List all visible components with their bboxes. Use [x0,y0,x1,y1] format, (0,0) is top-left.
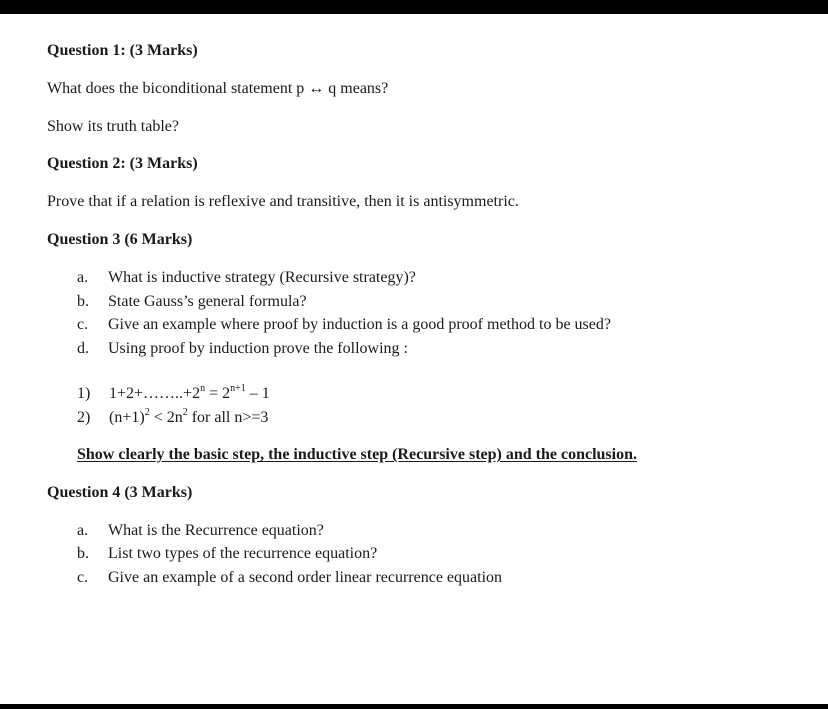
formula-part: = 2 [205,385,231,402]
list-item [77,268,416,288]
formula-exponent: n+1 [230,382,246,394]
formula-part: 1+2+……..+2 [109,385,201,402]
question-4-heading: Question 4 (3 Marks) [47,484,193,501]
proof-item [77,408,268,428]
list-item-text: List two types of the recurrence equation? [108,545,378,562]
list-marker: d. [77,340,89,357]
question-1-heading: Question 1: (3 Marks) [47,42,198,59]
list-item-text: What is the Recurrence equation? [108,522,324,539]
list-marker: c. [77,569,89,586]
list-item [77,568,502,588]
question-1-text: What does the biconditional statement p ↔ q means? [47,80,389,97]
list-item-text: State Gauss’s general formula? [108,293,307,310]
list-item [77,544,377,564]
list-item [77,339,408,359]
formula-exponent: 2 [144,406,150,418]
proof-marker: 1) [77,385,91,402]
instruction-note: Show clearly the basic step, the inductive step (Recursive step) and the conclusion. [77,446,637,463]
list-item [77,521,324,541]
formula-part: for all n>=3 [187,409,269,426]
question-2-heading: Question 2: (3 Marks) [47,155,198,172]
list-item [77,315,611,335]
proof-item [77,384,270,404]
document-page [0,14,828,704]
list-item-text: Using proof by induction prove the following : [108,340,408,357]
formula-part: – 1 [245,385,270,402]
list-marker: a. [77,522,89,539]
list-marker: b. [77,293,89,310]
list-item-text: What is inductive strategy (Recursive strategy)? [108,269,416,286]
list-item-text: Give an example where proof by induction is a good proof method to be used? [108,316,611,333]
list-item-text: Give an example of a second order linear recurrence equation [108,569,503,586]
list-marker: c. [77,316,89,333]
formula-exponent: 2 [182,406,188,418]
list-item [77,292,307,312]
formula-exponent: n [200,382,206,394]
question-2-text: Prove that if a relation is reflexive and transitive, then it is antisymmetric. [47,193,519,210]
formula-part: < 2n [149,409,183,426]
list-marker: a. [77,269,89,286]
question-1-subtext: Show its truth table? [47,118,179,135]
proof-marker: 2) [77,409,91,426]
list-marker: b. [77,545,89,562]
formula-part: (n+1) [109,409,145,426]
question-3-heading: Question 3 (6 Marks) [47,231,193,248]
